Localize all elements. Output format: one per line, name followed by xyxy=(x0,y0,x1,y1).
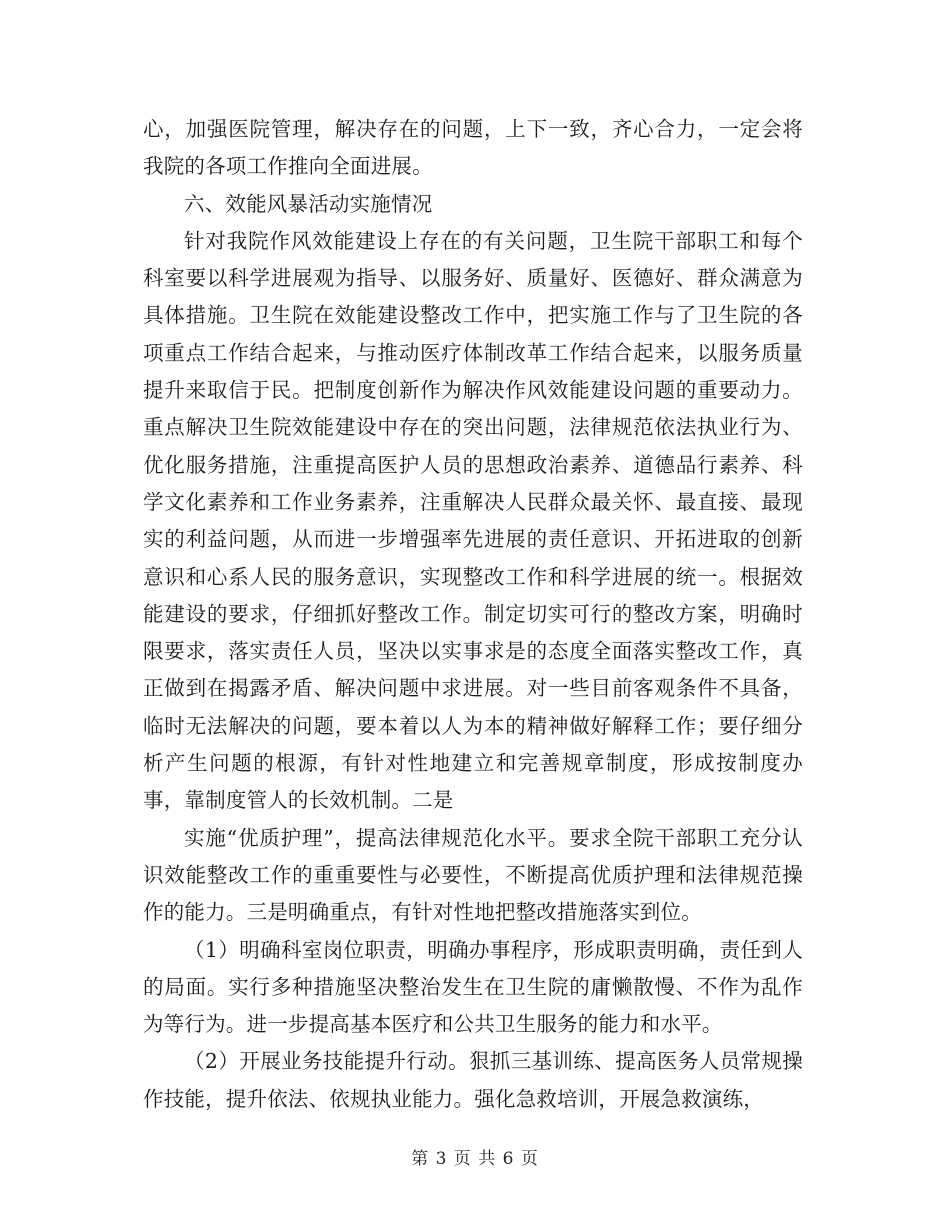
section-heading: 六、效能风暴活动实施情况 xyxy=(184,191,433,216)
paragraph-continuation: 心，加强医院管理，解决存在的问题，上下一致，齐心合力，一定会将我院的各项工作推向全面进展。 xyxy=(143,117,803,179)
paragraph-item-2: （2）开展业务技能提升行动。狠抓三基训练、提高医务人员常规操作技能，提升依法、依规执业能力。强化急救培训，开展急救演练， xyxy=(143,1049,803,1111)
page-footer: 第 3 页 共 6 页 xyxy=(411,1149,539,1169)
paragraph-main: 针对我院作风效能建设上存在的有关问题，卫生院干部职工和每个科室要以科学进展观为指导、以服务好、质量好、医德好、群众满意为具体措施。卫生院在效能建设整改工作中，把实施工作与了卫生院的各项重点工作结合起来，与推动医疗体制改革工作结合起来，以服务质量提升来取信于民。把制度创新作为解决作风效能建设问题的重要动力。重点解决卫生院效能建设中存在的突出问题，法律规范依法执业行为、优化服务措施，注重提高医护人员的思想政治素养、道德品行素养、科学文化素养和工作业务素养，注重解决人民群众最关怀、最直接、最现实的利益问题，从而进一步增强率先进展的责任意识、开拓进取的创新意识和心系人民的服务意识，实现整改工作和科学进展的统一。根据效能建设的要求，仔细抓好整改工作。制定切实可行的整改方案，明确时限要求，落实责任人员，坚决以实事求是的态度全面落实整改工作，真正做到在揭露矛盾、解决问题中求进展。对一些目前客观条件不具备，临时无法解决的问题，要本着以人为本的精神做好解释工作；要仔细分析产生问题的根源，有针对性地建立和完善规章制度，形成按制度办事，靠制度管人的长效机制。二是 xyxy=(143,228,803,813)
paragraph-item-1: （1）明确科室岗位职责，明确办事程序，形成职责明确，责任到人的局面。实行多种措施坚决整治发生在卫生院的庸懒散慢、不作为乱作为等行为。进一步提高基本医疗和公共卫生服务的能力和水平。 xyxy=(143,937,803,1037)
document-body xyxy=(143,111,803,1118)
paragraph-quality-care: 实施“优质护理”，提高法律规范化水平。要求全院干部职工充分认识效能整改工作的重重要性与必要性，不断提高优质护理和法律规范操作的能力。三是明确重点，有针对性地把整改措施落实到位。 xyxy=(143,825,803,925)
